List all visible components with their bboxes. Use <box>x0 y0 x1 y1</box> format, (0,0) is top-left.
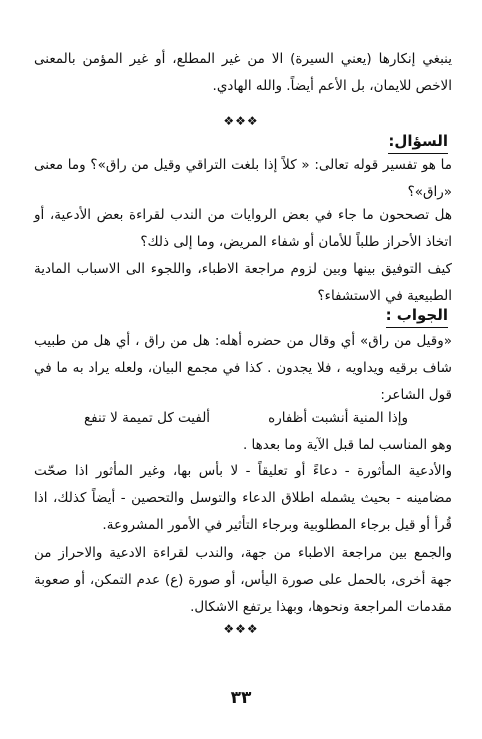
section-separator-end: ❖❖❖ <box>223 622 259 636</box>
question-heading: السؤال: <box>388 130 448 154</box>
question-paragraph-3: كيف التوفيق بينها وبين لزوم مراجعة الاطباء، واللجوء الى الاسباب المادية الطبيعية في الاستشفاء؟ <box>34 261 452 304</box>
answer-heading: الجواب : <box>386 304 448 328</box>
section-separator: ❖❖❖ <box>223 114 259 128</box>
answer-paragraph-4: والجمع بين مراجعة الاطباء من جهة، والندب لقراءة الادعية والاحراز من جهة أخرى، بالحمل على صورة اليأس، أو صورة (ع) عدم التمكن، أو صعوبة مقدمات المراجعة ونحوها، وبهذا يرتفع الاشكال. <box>34 545 452 615</box>
poetry-verse-first-hemistich: وإذا المنية أنشبت أظفاره <box>268 410 408 426</box>
question-paragraph-2: هل تصححون ما جاء في بعض الروايات من الندب لقراءة بعض الأدعية، أو اتخاذ الأحراز طلباً للأمان أو شفاء المريض، وما إلى ذلك؟ <box>34 207 452 250</box>
question-paragraph-1: ما هو تفسير قوله تعالى: « كلاً إذا بلغت التراقي وقيل من راق»؟ وما معنى «راق»؟ <box>34 157 452 200</box>
page-number: ٣٣ <box>230 688 252 708</box>
answer-paragraph-3: والأدعية المأثورة - دعاءً أو تعليقاً - لا بأس بها، وغير المأثور اذا صحّت مضامينه - بحيث يشمله اطلاق الدعاء والتوسل والتحصين - أيضاً كذلك، اذا قُرأ أو قيل برجاء المطلوبية وبرجاء التأثير في الأمور المشروعة. <box>34 463 452 533</box>
intro-paragraph: ينبغي إنكارها (يعني السيرة) الا من غير المطلع، أو غير المؤمن بالمعنى الاخص للايمان، بل الأعم أيضاً. والله الهادي. <box>34 51 452 94</box>
answer-paragraph-1: «وقيل من راق» أي وقال من حضره أهله: هل من راق ، أي هل من طبيب شاف برقيه ويداويه ، فلا يجدون . كذا في مجمع البيان، ولعله يراد به ما في قول الشاعر: <box>34 333 452 403</box>
poetry-verse-second-hemistich: ألفيت كل تميمة لا تنفع <box>84 410 211 426</box>
answer-paragraph-2: وهو المناسب لما قبل الآية وما بعدها . <box>242 437 452 453</box>
